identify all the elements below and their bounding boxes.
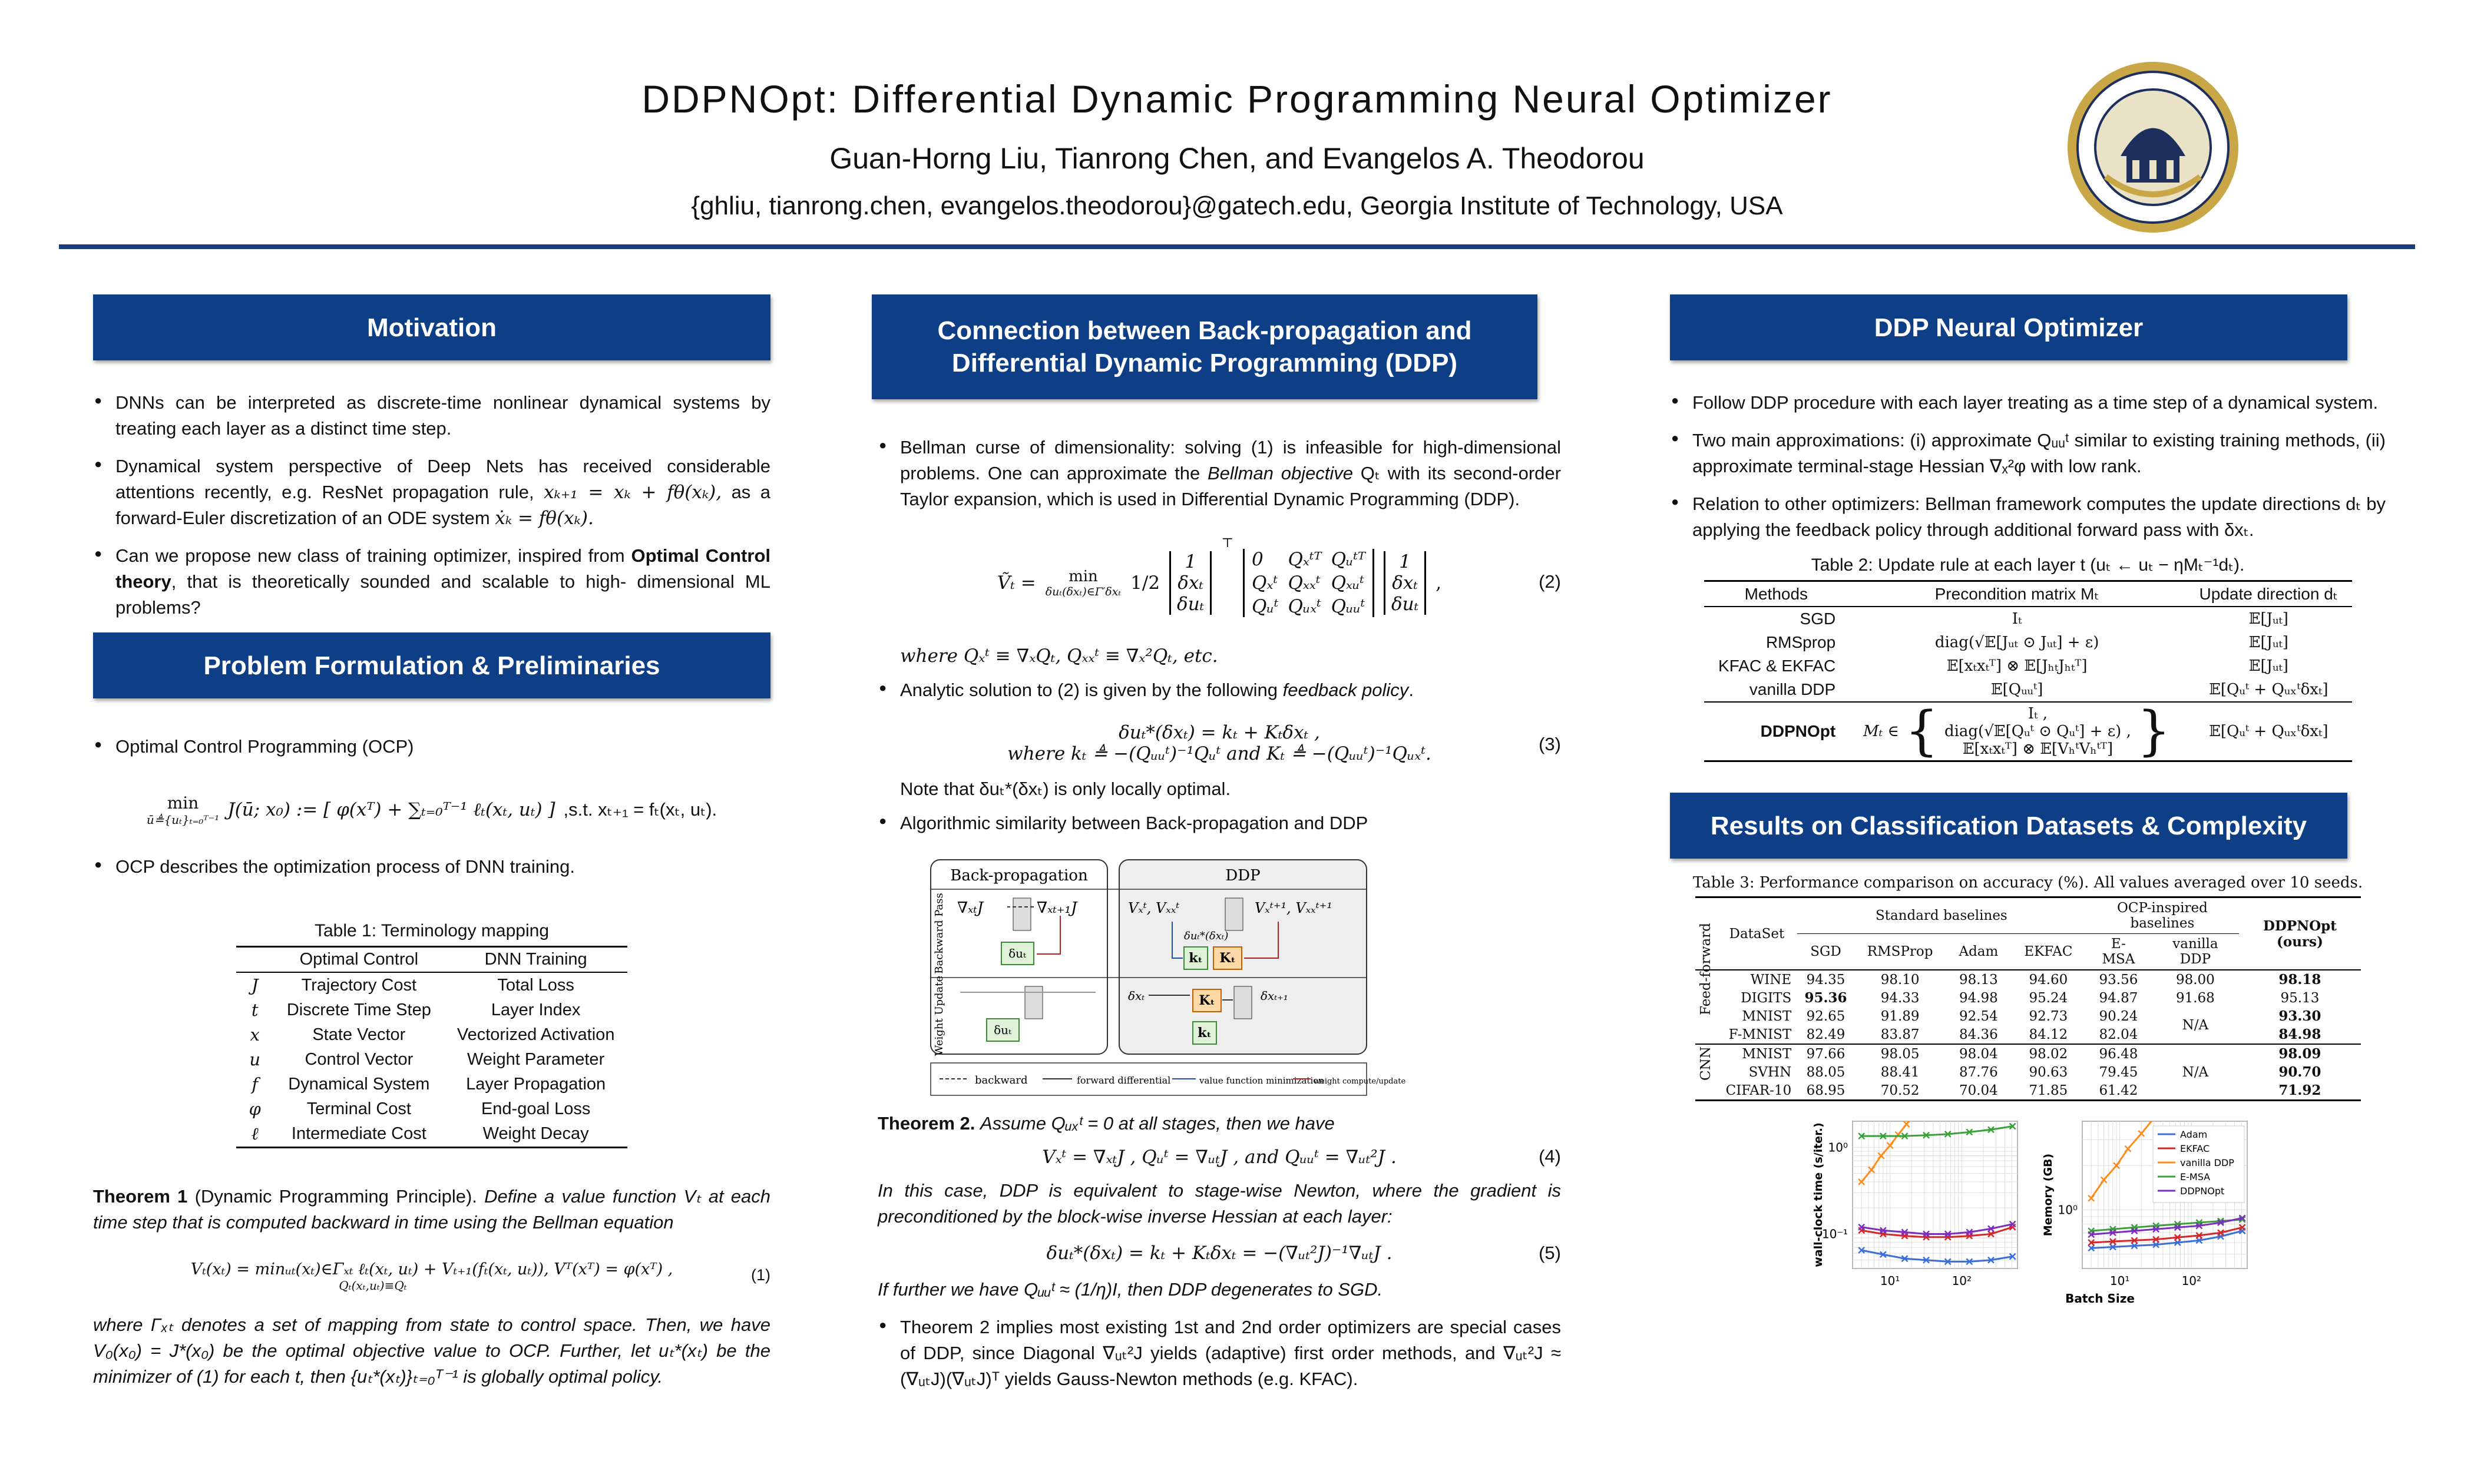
table-cell: 98.04: [1959, 1046, 1998, 1062]
q-matrix: [1243, 549, 1374, 617]
vector-entry: δuₜ: [1391, 594, 1419, 615]
table-cell: 84.36: [1959, 1026, 1998, 1042]
table-cell: 93.30: [2278, 1008, 2321, 1025]
complexity-charts: [1805, 1109, 2386, 1310]
legend-entry: vanilla DDP: [2180, 1157, 2234, 1169]
ddp-k-2: kₜ: [1198, 1025, 1212, 1041]
theorem-2-end: If further we have Qᵤᵤᵗ ≈ (1/η)I, then DDP degenerates to SGD.: [878, 1279, 1383, 1300]
matrix-entry: Qₓₓᵗ: [1288, 572, 1321, 594]
table-header: RMSProp: [1867, 944, 1933, 960]
equation-4: Vₓᵗ = ∇ₓₜJ , Qᵤᵗ = ∇ᵤₜJ , and Qᵤᵤᵗ = ∇ᵤₜ²J . (4): [1042, 1146, 1561, 1168]
table-header: vanilla DDP: [2172, 936, 2218, 968]
table-cell: 88.41: [1880, 1064, 1920, 1080]
table-cell: End-goal Loss: [481, 1099, 591, 1118]
table-header: DNN Training: [484, 950, 587, 969]
feedback-policy-equation-3: δuₜ*(δxₜ) = kₜ + Kₜδxₜ , where kₜ ≜ −(Qᵤᵤᵗ)⁻¹Qᵤᵗ and Kₜ ≜ −(Qᵤᵤᵗ)⁻¹Qᵤₓᵗ. (3): [1007, 722, 1561, 765]
table-cell: MNIST: [1742, 1046, 1792, 1062]
taylor-equation-2: Ṽₜ = min δuₜ(δxₜ)∈Γ′δxₜ 1/2 1 δxₜ δuₜ ⊤ 0 Qₓᵗᵀ Qᵤᵗᵀ Qₓᵗ Qₓₓᵗ Qₓᵤᵗ Qᵤᵗ Qᵤₓᵗ Qᵤᵤᵗ 1 δxₜ δuₜ , (2): [997, 536, 1561, 618]
table1-caption: Table 1: Terminology mapping: [314, 921, 549, 941]
table-cell: KFAC & EKFAC: [1718, 657, 1836, 675]
table-cell: SGD: [1800, 610, 1836, 628]
data-point: [2151, 1115, 2157, 1121]
where-text: where Qₓᵗ ≡ ∇ₓQₜ, Qₓₓᵗ ≡ ∇ₓ²Qₜ, etc.: [900, 645, 1218, 667]
matrix-entry: Qₓᵤᵗ: [1331, 572, 1364, 594]
ddp-dx1: δxₜ₊₁: [1261, 989, 1288, 1003]
table-cell: SVHN: [1748, 1064, 1792, 1080]
matrix-entry: 0: [1252, 549, 1264, 571]
y-tick-label: 10⁰: [1828, 1140, 1848, 1155]
table-cell: State Vector: [312, 1025, 406, 1044]
table-cell: 94.60: [2029, 972, 2068, 988]
table-cell: 71.85: [2029, 1082, 2068, 1098]
wall-clock-time-chart: [1805, 1109, 2029, 1310]
bp-title: Back-propagation: [950, 867, 1088, 885]
table-row: [1695, 1007, 2361, 1025]
table-cell: 82.49: [1806, 1026, 1845, 1042]
table-cell: 90.24: [2099, 1008, 2138, 1024]
table-cell: t: [251, 1000, 259, 1021]
legend-entry: DDPNOpt: [2180, 1185, 2225, 1197]
table-cell: 82.04: [2099, 1026, 2138, 1042]
table-cell: 94.87: [2099, 990, 2138, 1006]
column-right: [1670, 294, 2386, 1310]
list-item: ● Theorem 2 implies most existing 1st and 2nd order optimizers are special cases of DDP, since Diagonal ∇ᵤₜ²J yields (adaptive) first order methods, and ∇ᵤₜ²J ≈ (∇ᵤₜJ)(∇ᵤₜJ)ᵀ yields Gauss-Newton methods (e.g. KFAC).: [878, 1314, 1561, 1392]
ddp-k-1: kₜ: [1189, 950, 1203, 966]
list-item: ● Dynamical system perspective of Deep Nets has received considerable attentions recently, e.g. ResNet propagation rule, xₖ₊₁ = xₖ + fθ(xₖ), as a forward-Euler discretization of an ODE system ẋₖ = fθ(xₖ).: [93, 453, 770, 531]
table2-caption: Table 2: Update rule at each layer t (uₜ ← uₜ − ηMₜ⁻¹dₜ).: [1811, 555, 2245, 575]
table-cell: diag(√𝔼[Jᵤₜ ⊙ Jᵤₜ] + ε): [1934, 634, 2099, 652]
list-item: ● Relation to other optimizers: Bellman framework computes the update directions dₜ by applying the feedback policy through additional forward pass with δxₜ.: [1670, 491, 2386, 543]
list-item: ● Algorithmic similarity between Back-propagation and DDP: [878, 810, 1561, 836]
matrix-entry: Qᵤᵗ: [1252, 596, 1279, 618]
matrix-entry: Qᵤₓᵗ: [1288, 596, 1321, 618]
table-cell: 90.70: [2278, 1064, 2321, 1081]
header-rule: [59, 244, 2415, 249]
table-cell: Control Vector: [305, 1049, 414, 1069]
table-cell: 88.05: [1806, 1064, 1845, 1080]
table-cell: 71.92: [2278, 1082, 2321, 1099]
table-cell: WINE: [1750, 972, 1792, 988]
table-cell: N/A: [2182, 1064, 2209, 1080]
table-cell: 96.48: [2099, 1046, 2138, 1062]
matrix-entry: Qₓᵗᵀ: [1288, 549, 1322, 571]
table-cell: 97.66: [1806, 1046, 1845, 1062]
bp-ddp-diagram: [925, 848, 1514, 1107]
table-row: [236, 1097, 628, 1121]
table-cell: 68.95: [1806, 1082, 1845, 1098]
table-cell: Trajectory Cost: [301, 975, 417, 995]
table-cell: 𝔼[Jᵤₜ]: [2248, 657, 2288, 675]
ocp-equation: min ū≜{uₜ}ₜ₌₀ᵀ⁻¹ J(ū; x₀) := [ φ(xᵀ) + ∑ₜ₌₀ᵀ⁻¹ ℓₜ(xₜ, uₜ) ] ,s.t. xₜ₊₁ = fₜ(xₜ, uₜ).: [146, 793, 717, 827]
list-item: ● Follow DDP procedure with each layer treating as a time step of a dynamical system.: [1670, 390, 2386, 416]
table-cell: 91.68: [2175, 990, 2215, 1006]
table-header: Adam: [1959, 944, 1999, 960]
table-cell: 𝔼[Jᵤₜ]: [2248, 610, 2288, 628]
table-cell: 84.98: [2278, 1026, 2321, 1043]
section-heading-connection: Connection between Back-propagation and Differential Dynamic Programming (DDP): [872, 294, 1537, 399]
table-cell: ℓ: [251, 1124, 259, 1144]
bp-grad-x: ∇ₓₜJ: [957, 899, 984, 917]
table-cell: 79.45: [2099, 1064, 2138, 1080]
table-cell: 98.02: [2029, 1046, 2068, 1062]
vector-entry: δxₜ: [1178, 572, 1204, 594]
table-cell: 98.05: [1880, 1046, 1920, 1062]
table-cell: 61.42: [2099, 1082, 2138, 1098]
vector-left: [1169, 551, 1212, 615]
table-cell: u: [249, 1049, 261, 1070]
table-header: Methods: [1744, 584, 1808, 603]
bp-grad-x1: ∇ₓₜ₊₁J: [1037, 899, 1077, 917]
table-cell: 70.52: [1880, 1082, 1920, 1098]
table3-caption: Table 3: Performance comparison on accuracy (%). All values averaged over 10 seeds.: [1692, 874, 2363, 892]
table-cell: 70.04: [1959, 1082, 1998, 1098]
table-cell: 94.98: [1959, 990, 1998, 1006]
table-cell: 84.12: [2029, 1026, 2068, 1042]
section-heading-problem: Problem Formulation & Preliminaries: [93, 632, 770, 698]
bp-du-2: δuₜ: [994, 1023, 1011, 1038]
table-header: E-MSA: [2102, 936, 2135, 968]
table-row: [1704, 678, 2352, 702]
table-row: [1695, 970, 2361, 989]
table-cell: MNIST: [1742, 1008, 1792, 1024]
table-cell: 95.24: [2029, 990, 2068, 1006]
table-cell: 93.56: [2099, 972, 2138, 988]
table-cell: 95.13: [2280, 990, 2320, 1006]
backward-pass-label: Backward Pass: [933, 893, 945, 974]
problem-list: [93, 734, 770, 760]
table-cell: 90.63: [2029, 1064, 2068, 1080]
table-cell: 94.35: [1806, 972, 1845, 988]
table-cell: 98.18: [2278, 972, 2321, 988]
table-cell: 92.54: [1959, 1008, 1998, 1024]
ddp-dx: δxₜ: [1128, 989, 1145, 1003]
column-left: [93, 294, 770, 1390]
table-header: Update direction dₜ: [2199, 585, 2339, 604]
ddp-v1: Vₓᵗ⁺¹, Vₓₓᵗ⁺¹: [1255, 900, 1332, 917]
table-cell: CIFAR-10: [1725, 1082, 1792, 1098]
connection-list-2: [878, 677, 1561, 703]
y-axis-label: wall-clock time (s/iter.): [1812, 1122, 1825, 1267]
list-item: ● Two main approximations: (i) approximate Qᵤᵤᵗ similar to existing training methods, (ii) approximate terminal-stage Hessian ∇ₓ²φ with low rank.: [1670, 428, 2386, 479]
table-header: [236, 947, 274, 973]
x-tick-label: 10¹: [1880, 1274, 1900, 1288]
theorem-2: Theorem 2. Assume Qᵤₓᵗ = 0 at all stages, then we have: [878, 1113, 1335, 1134]
table-header: Optimal Control: [299, 950, 419, 969]
group-label: CNN: [1698, 1046, 1714, 1081]
table-cell: 92.73: [2029, 1008, 2068, 1024]
terminology-table: [236, 946, 628, 1148]
x-tick-label: 10²: [1952, 1274, 1972, 1288]
matrix-entry: Qₓᵗ: [1252, 572, 1278, 594]
table-header: Precondition matrix Mₜ: [1934, 585, 2099, 604]
ddp-v: Vₓᵗ, Vₓₓᵗ: [1128, 900, 1180, 917]
legend-backward: backward: [975, 1074, 1028, 1087]
table-cell: 98.10: [1880, 972, 1920, 988]
table-cell: 98.09: [2278, 1046, 2321, 1062]
accuracy-table: DataSet Standard baselines OCP-inspired baselines DDPNOpt (ours) SGD RMSProp Adam EKFAC E-MSA vanilla DDP Feed-forward WINE 94.35 98.10 98.13 94.60 93.56 98.00 98.18 DIGITS 95.36 94.33 94.98 95.24 94.87 91.68 95.13 MNIST 92.65 91.89 92.54 92.73 90.24 N/A 93.30 F-MNIST 82.49 83.87 84.36 84.12 82.04 84.98 CNN MNIST 97.66 98.05 98.04 98.02 96.48 N/A 98.09 SVHN 88.05 88.41 87.76 90.63 79.45 90.70 CIFAR-10 68.95 70.52 70.04 71.85 61.42 71.92: [1695, 896, 2361, 1101]
ddp-K-1: Kₜ: [1219, 950, 1236, 966]
ddp-title: DDP: [1225, 867, 1261, 885]
table-cell: Discrete Time Step: [286, 1000, 431, 1019]
table-row: [236, 1121, 628, 1148]
table-row: [236, 972, 628, 998]
theorem-1-conclusion: where Γₓₜ denotes a set of mapping from state to control space. Then, we have V₀(x₀) = J*(x₀) be the optimal objective value to OCP. Further, let uₜ*(xₜ) be the minimizer of (1) for each t, then {uₜ*(xₜ)}ₜ₌₀ᵀ⁻¹ is globally optimal policy.: [93, 1314, 770, 1387]
legend-entry: Adam: [2180, 1129, 2208, 1141]
plot-area: [1853, 1121, 2017, 1268]
equation-5: δuₜ*(δxₜ) = kₜ + Kₜδxₜ = −(∇ᵤₜ²J)⁻¹∇ᵤₜJ . (5): [1046, 1243, 1561, 1264]
georgia-tech-seal-logo: [2065, 59, 2241, 236]
legend-entry: EKFAC: [2180, 1143, 2210, 1155]
precondition-option: diag(√𝔼[Qᵤᵗ ⊙ Qᵤᵗ] + ε) ,: [1944, 723, 2131, 741]
x-tick-label: 10²: [2181, 1274, 2202, 1288]
section-heading-ddpnopt: DDP Neural Optimizer: [1670, 294, 2347, 360]
table-cell: RMSprop: [1765, 633, 1836, 652]
list-item: ● Optimal Control Programming (OCP): [93, 734, 770, 760]
connection-list-3: [878, 810, 1561, 836]
table-cell: vanilla DDP: [1749, 680, 1836, 699]
vector-entry: δuₜ: [1177, 594, 1205, 615]
y-tick-label: 10⁻¹: [1821, 1227, 1848, 1241]
table-cell: N/A: [2182, 1018, 2209, 1034]
memory-chart: [2035, 1109, 2259, 1310]
poster-title: DDPNOpt: Differential Dynamic Programming Neural Optimizer: [641, 77, 1833, 121]
table-row: [1704, 607, 2352, 631]
x-tick-label: 10¹: [2109, 1274, 2130, 1288]
table-cell: J: [251, 975, 259, 996]
legend-weight: weight compute/update: [1314, 1077, 1406, 1086]
table-cell: 98.00: [2175, 972, 2215, 988]
matrix-entry: Qᵤᵤᵗ: [1331, 596, 1365, 618]
table-cell: 94.33: [1880, 990, 1920, 1006]
table-cell: Vectorized Activation: [457, 1025, 615, 1044]
list-item: ● Can we propose new class of training optimizer, inspired from Optimal Control theory, that is theoretically sounded and scalable to high- dimensional ML problems?: [93, 543, 770, 621]
theorem-2-middle: In this case, DDP is equivalent to stage-wise Newton, where the gradient is preconditioned by the block-wise inverse Hessian at each layer:: [878, 1180, 1561, 1227]
table-cell: 95.36: [1804, 990, 1847, 1006]
table-cell: Dynamical System: [288, 1074, 430, 1094]
vector-entry: δxₜ: [1392, 572, 1418, 594]
vector-entry: 1: [1399, 551, 1411, 573]
list-item: ● Bellman curse of dimensionality: solving (1) is infeasible for high-dimensional problems. One can approximate the Bellman objective Qₜ with its second-order Taylor expansion, which is used in Differential Dynamic Programming (DDP).: [878, 435, 1561, 512]
table-cell: 𝔼[Qᵤᵤᵗ]: [1990, 681, 2043, 699]
vector-right: [1384, 551, 1426, 615]
precondition-option: 𝔼[xₜxₜᵀ] ⊗ 𝔼[VₕᵗVₕᵗᵀ]: [1962, 740, 2114, 758]
table-row: [1704, 654, 2352, 678]
table-cell: Layer Propagation: [466, 1074, 606, 1094]
legend-forward: forward differential: [1077, 1075, 1171, 1086]
note-text: Note that δuₜ*(δxₜ) is only locally optimal.: [900, 779, 1231, 800]
table-cell: F-MNIST: [1728, 1026, 1792, 1042]
table-row: DDPNOpt Mₜ ∈ { Iₜ , diag(√𝔼[Qᵤᵗ ⊙ Qᵤᵗ] + ε) , 𝔼[xₜxₜᵀ] ⊗ 𝔼[VₕᵗVₕᵗᵀ] } 𝔼[Qᵤᵗ + Qᵤₓᵗδxₜ]: [1704, 702, 2352, 761]
table-row: [236, 1072, 628, 1097]
table-header: EKFAC: [2024, 944, 2073, 960]
table-cell: 𝔼[xₜxₜᵀ] ⊗ 𝔼[JₕₜJₕₜᵀ]: [1946, 657, 2088, 675]
table-cell: 𝔼[Jᵤₜ]: [2248, 634, 2288, 652]
table-header: SGD: [1810, 944, 1841, 960]
table-row: [1695, 1063, 2361, 1081]
section-heading-results: Results on Classification Datasets & Complexity: [1670, 793, 2347, 859]
table-row: [236, 998, 628, 1022]
table-row: [1695, 1081, 2361, 1101]
ddp-du: δuₜ*(δxₜ): [1184, 930, 1229, 943]
table-cell: DIGITS: [1741, 990, 1792, 1006]
table-row: [1704, 631, 2352, 654]
data-point: [1911, 1110, 1917, 1116]
y-axis-label: Memory (GB): [2042, 1153, 2055, 1237]
table-cell: x: [250, 1025, 260, 1045]
group-label: Feed-forward: [1698, 923, 1714, 1016]
poster-authors: Guan-Horng Liu, Tianrong Chen, and Evangelos A. Theodorou: [829, 142, 1645, 175]
legend-entry: E-MSA: [2180, 1171, 2211, 1183]
precondition-option: Iₜ ,: [2028, 705, 2048, 723]
ddpnopt-list: [1670, 390, 2386, 543]
table-cell: Iₜ: [2012, 610, 2022, 628]
list-item: ● Analytic solution to (2) is given by the following feedback policy.: [878, 677, 1561, 703]
weight-update-label: Weight Update: [933, 975, 945, 1056]
table-cell: φ: [249, 1099, 261, 1119]
table-cell: Intermediate Cost: [291, 1124, 426, 1144]
ddp-K-2: Kₜ: [1199, 993, 1215, 1009]
vector-entry: 1: [1185, 551, 1197, 573]
table-cell: 92.65: [1806, 1008, 1845, 1024]
table-cell: 87.76: [1959, 1064, 1998, 1080]
motivation-list: [93, 390, 770, 621]
table-cell: Layer Index: [491, 1000, 581, 1019]
poster-affiliation: {ghliu, tianrong.chen, evangelos.theodorou}@gatech.edu, Georgia Institute of Technology, USA: [691, 191, 1783, 220]
table-row: [236, 1047, 628, 1072]
table-row: [1695, 1044, 2361, 1063]
update-rule-table: [1704, 580, 2352, 762]
theorem-1: Theorem 1 (Dynamic Programming Principle). Define a value function Vₜ at each time step that is computed backward in time using the Bellman equation: [93, 1186, 771, 1233]
column-middle: [878, 294, 1561, 1404]
section-heading-motivation: Motivation: [93, 294, 770, 360]
legend-value: value function minimization: [1199, 1075, 1324, 1086]
x-axis-label: Batch Size: [2065, 1291, 2135, 1306]
table-cell: 91.89: [1880, 1008, 1920, 1024]
list-item: ● OCP describes the optimization process of DNN training.: [93, 854, 770, 880]
table-cell: 𝔼[Qᵤᵗ + Qᵤₓᵗδxₜ]: [2209, 681, 2329, 699]
table-row: [1695, 1025, 2361, 1044]
table-row: [236, 1022, 628, 1047]
matrix-entry: Qᵤᵗᵀ: [1331, 549, 1366, 571]
connection-list: [878, 435, 1561, 512]
table-cell: 83.87: [1880, 1026, 1920, 1042]
table-row: [1695, 989, 2361, 1007]
table-cell: Weight Parameter: [467, 1049, 605, 1069]
bp-du-1: δuₜ: [1008, 946, 1026, 961]
list-item: ● DNNs can be interpreted as discrete-time nonlinear dynamical systems by treating each layer as a distinct time step.: [93, 390, 770, 442]
table-cell: Total Loss: [497, 975, 574, 995]
table-cell: 98.13: [1959, 972, 1998, 988]
problem-list-2: [93, 854, 770, 880]
y-tick-label: 10⁰: [2058, 1203, 2078, 1217]
table-cell: f: [252, 1074, 259, 1095]
table-cell: Terminal Cost: [306, 1099, 411, 1118]
bellman-equation: Vₜ(xₜ) = minᵤₜ(xₜ)∈Γₓₜ ℓₜ(xₜ, uₜ) + Vₜ₊₁(fₜ(xₜ, uₜ)), Vᵀ(xᵀ) = φ(xᵀ) , Qₜ(xₜ,uₜ)≡Qₜ (1): [190, 1260, 770, 1293]
table-cell: Weight Decay: [482, 1124, 589, 1144]
connection-list-4: [878, 1314, 1561, 1392]
